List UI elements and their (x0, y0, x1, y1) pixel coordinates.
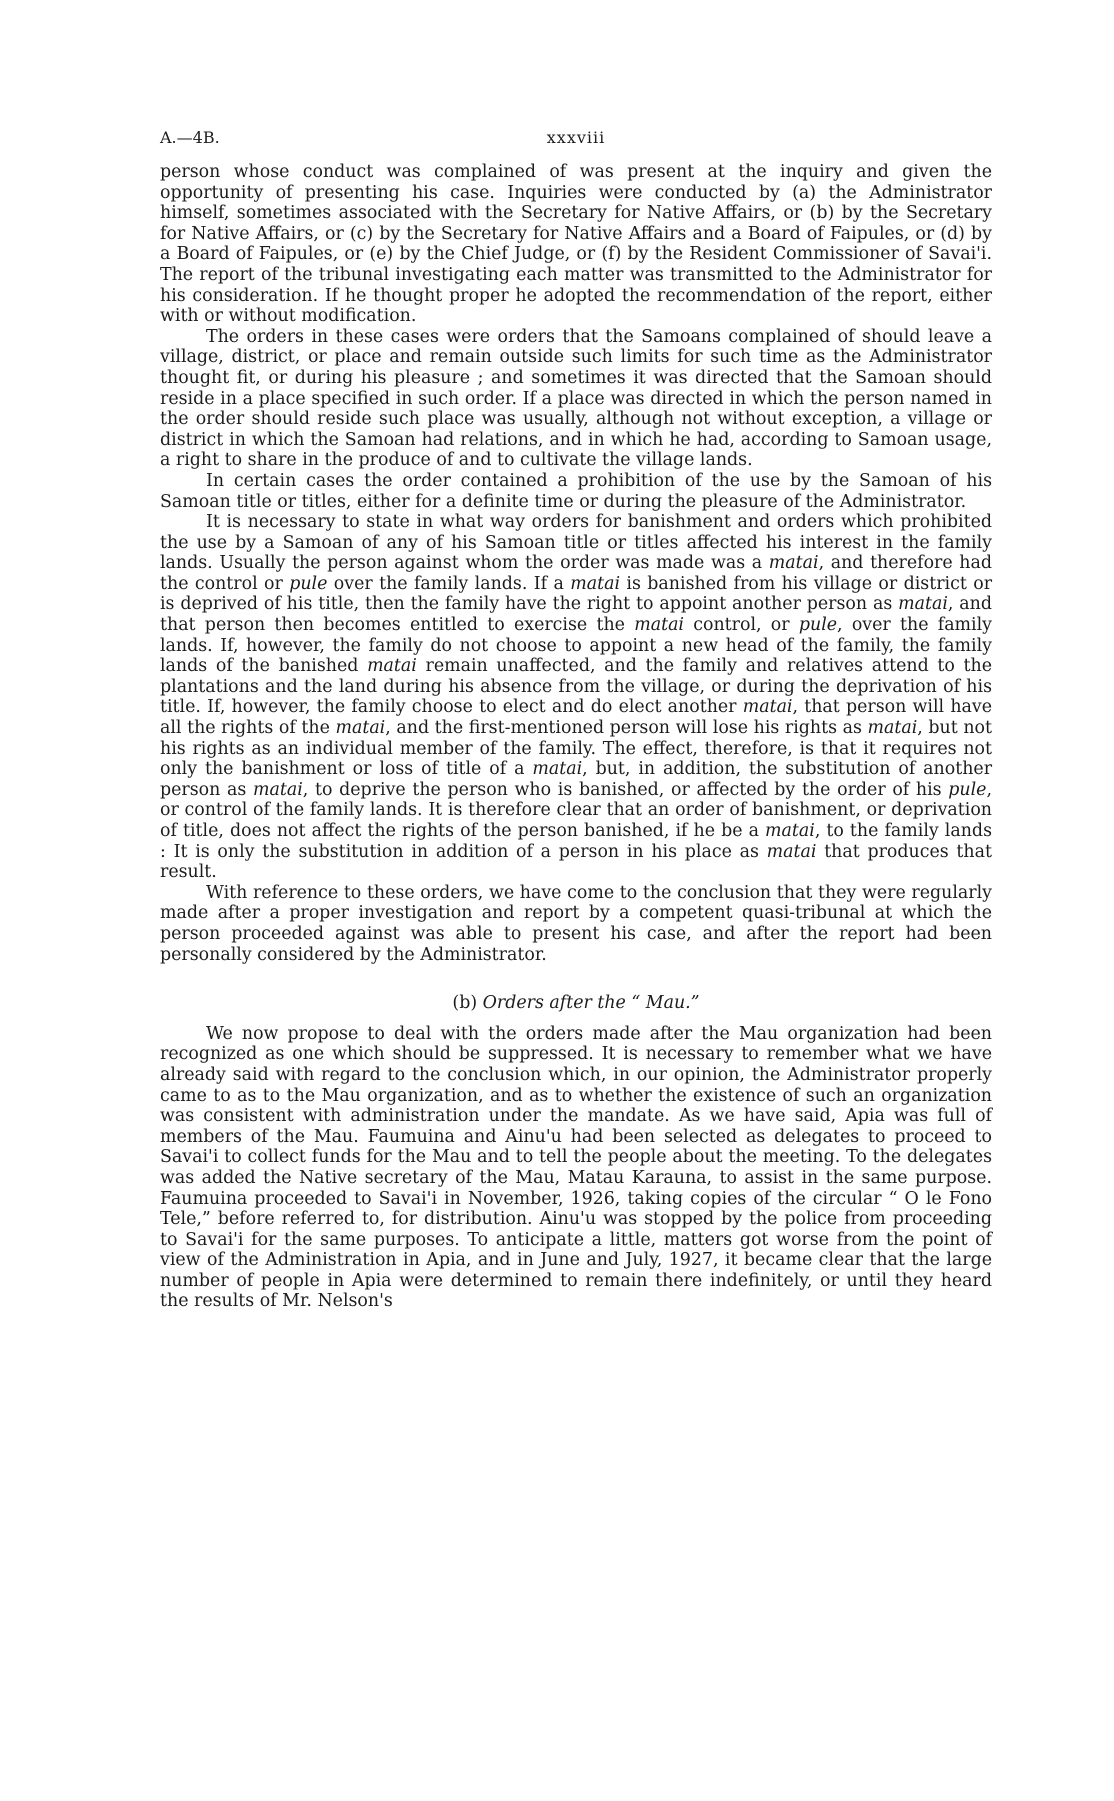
italic-term: pule (948, 779, 987, 800)
paragraph: The orders in these cases were orders that the Samoans complained of should leave a village, district, or place and remain outside such limits for such time as the Administrator thought fit, or during his pleasure ; and sometimes it was directed that the Samoan should reside in a place specified in such order. If a place was directed in which the person named in the order should reside such place was usually, although not without exception, a village or district in which the Samoan had relations, and in which he had, according to Samoan usage, a right to share in the produce of and to cultivate the village lands. (160, 326, 992, 471)
italic-term: matai (898, 594, 948, 615)
document-page (160, 128, 992, 1312)
section-heading-title: Orders after the “ Mau.” (482, 993, 700, 1014)
body-text (160, 162, 992, 1312)
page-number: xxxviii (546, 128, 606, 147)
italic-term: pule (798, 615, 838, 636)
italic-term: matai (367, 656, 417, 677)
italic-term: matai (532, 759, 583, 780)
italic-term: matai (766, 841, 817, 862)
paragraph: With reference to these orders, we have come to the conclusion that they were regularly made after a proper investigation and report by a competent quasi-tribunal at which the person proceeded against was able to present his case, and after the report had been personally considered by the Administrator. (160, 882, 992, 965)
italic-term: matai (253, 779, 303, 800)
italic-term: matai (765, 821, 815, 841)
page-header (160, 128, 992, 154)
document-reference: A.—4B. (160, 128, 220, 147)
section-heading (160, 993, 992, 1014)
section-heading-prefix: (b) (452, 993, 483, 1014)
italic-term: matai (768, 553, 819, 574)
paragraph: We now propose to deal with the orders made after the Mau organization had been recognized as one which should be suppressed. It is necessary to remember what we have already said with regard to the conclusion which, in our opinion, the Administrator properly came to as to the Mau organization, and as to whether the existence of such an organization was consistent with administration under the mandate. As we have said, Apia was full of members of the Mau. Faumuina and Ainu'u had been selected as delegates to proceed to Savai'i to collect funds for the Mau and to tell the people about the meeting. To the delegates was added the Native secretary of the Mau, Matau Karauna, to assist in the same purpose. Faumuina proceeded to Savai'i in November, 1926, taking copies of the circular “ O le Fono Tele,” before referred to, for distribution. Ainu'u was stopped by the police from proceeding to Savai'i for the same purposes. To anticipate a little, matters got worse from the point of view of the Administration in Apia, and in June and July, 1927, it became clear that the large number of people in Apia were determined to remain there indefinitely, or until they heard the results of Mr. Nelson's (160, 1023, 992, 1312)
italic-term: matai (634, 615, 684, 636)
italic-term: matai (742, 697, 793, 718)
paragraph: In certain cases the order contained a prohibition of the use by the Samoan of his Samoan title or titles, either for a definite time or during the pleasure of the Administrator. (160, 470, 992, 512)
paragraph: person whose conduct was complained of was present at the inquiry and given the opportunity of presenting his case. Inquiries were conducted by (a) the Administrator himself, sometimes associated with the Secretary for Native Affairs, or (b) by the Secretary for Native Affairs, or (c) by the Secretary for Native Affairs and a Board of Faipules, or (d) by a Board of Faipules, or (e) by the Chief Judge, or (f) by the Resident Commissioner of Savai'i. The report of the tribunal investigating each matter was transmitted to the Administrator for his consideration. If he thought proper he adopted the recommendation of the report, either with or without modification. (160, 162, 992, 327)
paragraph: It is necessary to state in what way orders for banishment and orders which prohibited the use by a Samoan of any of his Samoan title or titles affected his interest in the family lands. Usually the person against whom the order was made was a matai, and therefore had the control or pule over the family lands. If a matai is banished from his village or district or is deprived of his title, then the family have the right to appoint another person as matai, and that person then becomes entitled to exercise the matai control, or pule, over the family lands. If, however, the family do not choose to appoint a new head of the family, the family lands of the banished matai remain unaffected, and the family and relatives attend to the plantations and the land during his absence from the village, or during the deprivation of his title. If, however, the family choose to elect and do elect another matai, that person will have all the rights of the matai, and the first-mentioned person will lose his rights as matai, but not his rights as an individual member of the family. The effect, therefore, is that it requires not only the banishment or loss of title of a matai, but, in addition, the substitution of another person as matai, to deprive the person who is banished, or affected by the order of his pule, or control of the family lands. It is therefore clear that an order of banishment, or deprivation of title, does not affect the rights of the person banished, if he be a matai, to the family lands : It is only the substitution in addition of a person in his place as matai that produces that result. (160, 512, 993, 883)
italic-term: matai (867, 718, 918, 739)
italic-term: matai (335, 718, 386, 739)
italic-term: matai (570, 573, 621, 594)
italic-term: pule (289, 573, 328, 594)
